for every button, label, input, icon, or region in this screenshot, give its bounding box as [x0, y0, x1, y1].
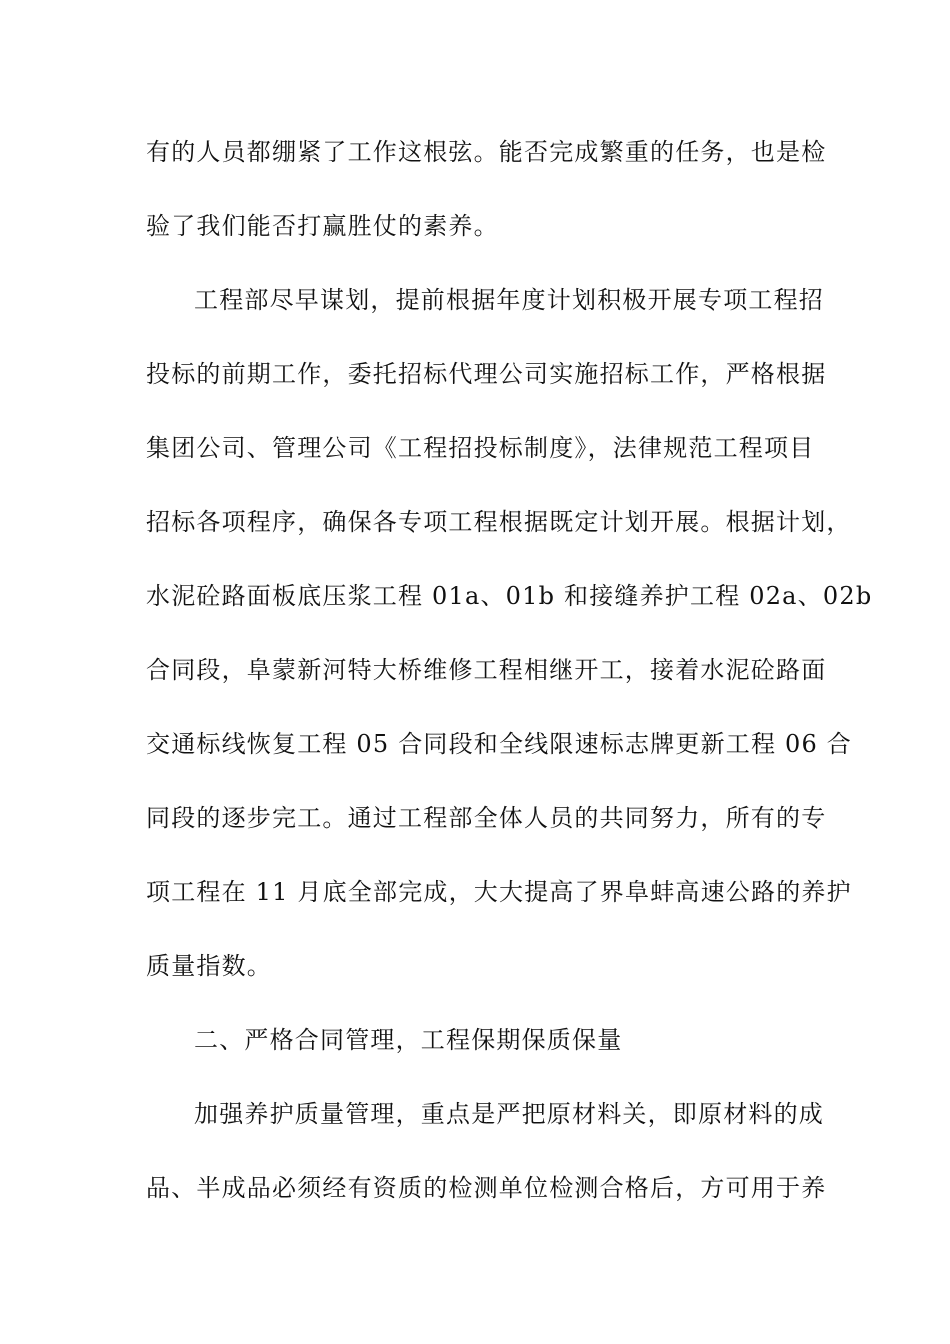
text-line-2: 验了我们能否打赢胜仗的素养。 — [146, 212, 499, 240]
text-line-7: 水泥砼路面板底压浆工程 01a、01b 和接缝养护工程 02a、02b — [146, 582, 873, 610]
text-line-6: 招标各项程序，确保各专项工程根据既定计划开展。根据计划， — [146, 508, 852, 536]
text-line-8: 合同段，阜蒙新河特大桥维修工程相继开工，接着水泥砼路面 — [146, 656, 827, 684]
text-line-4: 投标的前期工作，委托招标代理公司实施招标工作，严格根据 — [146, 360, 827, 388]
paragraph-start-line: 工程部尽早谋划，提前根据年度计划积极开展专项工程招 — [194, 286, 824, 314]
text-line-12: 质量指数。 — [146, 952, 272, 980]
section-heading: 二、严格合同管理，工程保期保质保量 — [194, 1026, 623, 1054]
text-line-11: 项工程在 11 月底全部完成，大大提高了界阜蚌高速公路的养护 — [146, 878, 852, 906]
paragraph-start-line-2: 加强养护质量管理，重点是严把原材料关，即原材料的成 — [194, 1100, 824, 1128]
text-line-10: 同段的逐步完工。通过工程部全体人员的共同努力，所有的专 — [146, 804, 827, 832]
text-line-5: 集团公司、管理公司《工程招投标制度》，法律规范工程项目 — [146, 434, 815, 462]
text-line-9: 交通标线恢复工程 05 合同段和全线限速标志牌更新工程 06 合 — [146, 730, 852, 758]
text-line-15: 品、半成品必须经有资质的检测单位检测合格后，方可用于养 — [146, 1174, 827, 1202]
text-line-1: 有的人员都绷紧了工作这根弦。能否完成繁重的任务，也是检 — [146, 138, 827, 166]
